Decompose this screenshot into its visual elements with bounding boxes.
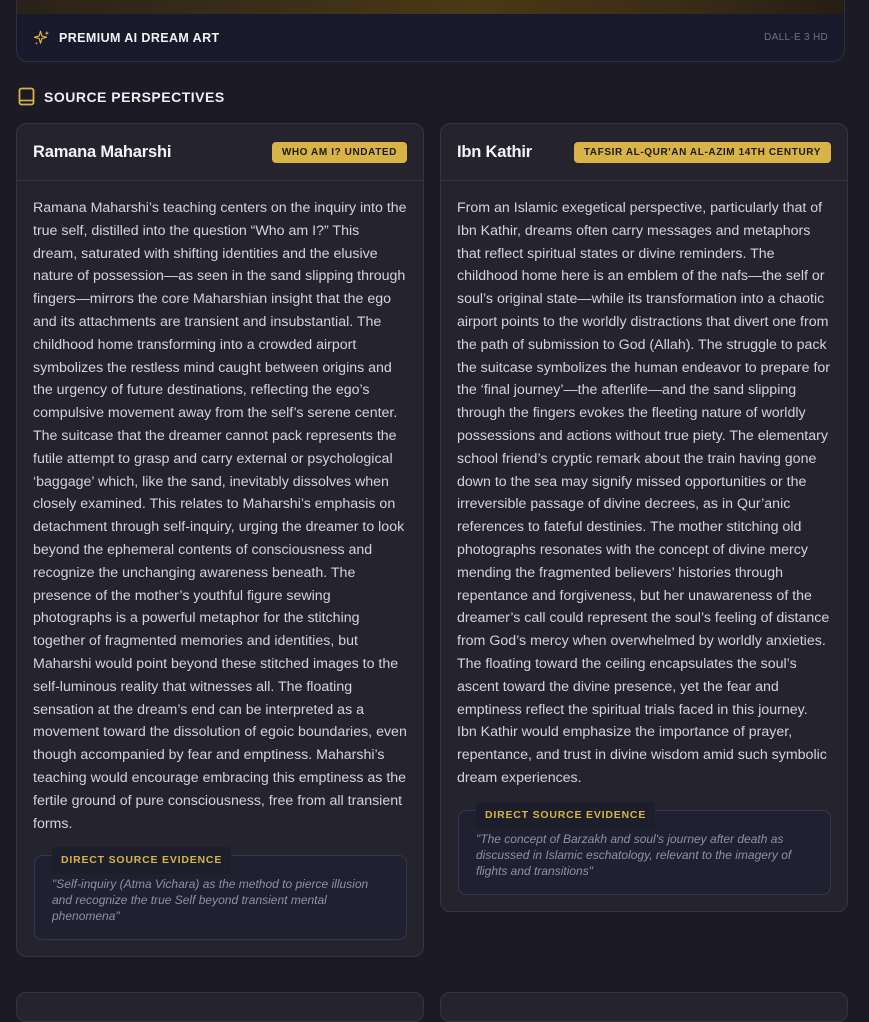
evidence-label: DIRECT SOURCE EVIDENCE [52, 847, 231, 874]
book-icon [18, 87, 35, 106]
source-badge: TAFSIR AL-QUR'AN AL-AZIM 14TH CENTURY [574, 142, 831, 163]
section-header [18, 87, 225, 106]
evidence-quote: "Self-inquiry (Atma Vichara) as the method to pierce illusion and recognize the true Self beyond transient mental phenomena" [52, 877, 369, 924]
source-name: Ramana Maharshi [33, 142, 172, 161]
banner-title: PREMIUM AI DREAM ART [59, 30, 220, 45]
model-tag: DALL·E 3 HD [764, 32, 828, 43]
perspective-card-next [440, 992, 848, 1022]
perspective-card [16, 123, 424, 957]
card-body [17, 181, 423, 940]
evidence-box [458, 810, 831, 895]
perspective-text: From an Islamic exegetical perspective, particularly that of Ibn Kathir, dreams often carry messages and metaphors that reflect spiritual states or divine reminders. The childhood home here is an emblem of the nafs—the self or soul’s original state—while its transformation into a chaotic airport points to the worldly distractions that divert one from the path of submission to God (Allah). The struggle to pack the suitcase symbolizes the human endeavor to prepare for the ‘final journey’—the afterlife—and the sand slipping through the fingers evokes the fleeting nature of worldly possessions and actions without true piety. The elementary school friend’s cryptic remark about the train having gone down to the sea may signify missed opportunities or the irreversible passage of divine decrees, as in Qur’anic references to fateful destinies. The mother stitching old photographs resonates with the concept of divine mercy mending the fragmented believers’ histories through repentance and forgiveness, but her unawareness of the dreamer’s call could represent the soul’s feeling of distance from God’s mercy when overwhelmed by worldly anxieties. The floating toward the ceiling encapsulates the soul’s ascent toward the divine presence, yet the fear and emptiness reflect the spiritual trials faced in this journey. Ibn Kathir would emphasize the importance of prayer, repentance, and trust in divine wisdom amid such symbolic dream experiences. [457, 200, 831, 786]
evidence-box [34, 855, 407, 940]
evidence-label: DIRECT SOURCE EVIDENCE [476, 802, 655, 829]
source-badge: WHO AM I? UNDATED [272, 142, 407, 163]
perspective-text: Ramana Maharshi’s teaching centers on the inquiry into the true self, distilled into the question “Who am I?” This dream, saturated with shifting identities and the elusive nature of possession—as seen in the sand slipping through fingers—mirrors the core Maharshian insight that the ego and its attachments are transient and insubstantial. The childhood home transforming into a crowded airport symbolizes the restless mind caught between origins and the urgency of future destinations, reflecting the ego’s compulsive movement away from the self’s serene center. The suitcase that the dreamer cannot pack represents the futile attempt to grasp and carry external or psychological ‘baggage’ which, like the sand, inevitably dissolves when closely examined. This relates to Maharshi’s emphasis on detachment through self-inquiry, urging the dreamer to look beyond the ephemeral contents of consciousness and recognize the unchanging awareness beneath. The presence of the mother’s youthful figure sewing photographs is a powerful metaphor for the stitching together of fragmented memories and identities, but Maharshi would point beyond these stitched images to the self-luminous reality that witnesses all. The floating sensation at the dream’s end can be interpreted as a movement toward the dissolution of egoic boundaries, even though accompanied by fear and emptiness. Maharshi’s teaching would encourage embracing this emptiness as the fertile ground of pure consciousness, free from all transient forms. [33, 200, 407, 832]
card-header [17, 124, 423, 181]
card-header [441, 124, 847, 181]
section-title: SOURCE PERSPECTIVES [44, 88, 225, 105]
dream-art-caption-bar [17, 14, 844, 61]
perspective-card-next [16, 992, 424, 1022]
perspective-card [440, 123, 848, 912]
dream-art-banner [16, 0, 845, 62]
source-name: Ibn Kathir [457, 142, 532, 161]
card-body [441, 181, 847, 895]
dream-art-image[interactable] [17, 0, 844, 14]
evidence-quote: "The concept of Barzakh and soul's journey after death as discussed in Islamic eschatology, relevant to the imagery of flights and transitions" [476, 831, 792, 878]
sparkles-icon [33, 29, 51, 47]
